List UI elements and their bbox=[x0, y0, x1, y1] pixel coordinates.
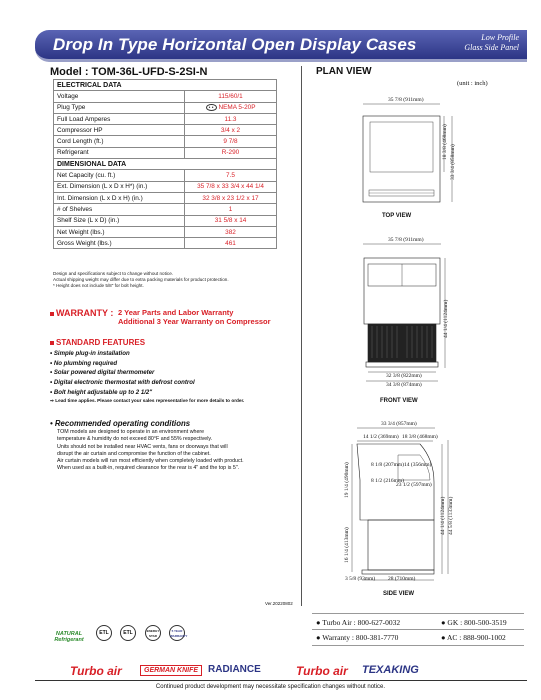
radiance-logo: RADIANCE bbox=[208, 664, 261, 675]
contact-warranty: ● Warranty : 800-381-7770 bbox=[316, 633, 399, 642]
feature-text: Bolt height adjustable up to 2 1/2" bbox=[53, 388, 153, 396]
features-title-text: STANDARD FEATURES bbox=[56, 338, 146, 347]
footer-disclaimer: Continued product development may necessitate specification changes without notice. bbox=[155, 684, 386, 690]
dimensional-heading: DIMENSIONAL DATA bbox=[54, 159, 277, 170]
contact-text: AC : 888-900-1002 bbox=[447, 633, 506, 642]
dim-side-depth: 33 3/4 (857mm) bbox=[381, 421, 417, 427]
side-view-caption: SIDE VIEW bbox=[383, 591, 415, 597]
contact-text: Warranty : 800-381-7770 bbox=[322, 633, 399, 642]
note-line: Actual shipping weight may differ due to extra packing materials for product protection. bbox=[53, 277, 229, 282]
contact-rule-bottom bbox=[312, 645, 524, 646]
warranty-logo bbox=[166, 625, 188, 641]
spec-label: Voltage bbox=[54, 91, 185, 102]
dim-side-h1: 19 1/4 (490mm) bbox=[344, 462, 350, 498]
note-line: * Height does not include 5/8" for bolt height. bbox=[53, 283, 144, 288]
recommended-line: temperature & humidity do not exceed 80°F and 55% respectively. bbox=[57, 436, 213, 443]
spec-value: 31 5/8 x 14 bbox=[185, 215, 277, 226]
dim-front-base-width: 34 3/8 (874mm) bbox=[386, 382, 422, 388]
spec-label: Int. Dimension (L x D x H) (in.) bbox=[54, 192, 185, 203]
spec-label: Net Weight (lbs.) bbox=[54, 226, 185, 237]
electrical-heading: ELECTRICAL DATA bbox=[54, 80, 277, 91]
contact-gk: ● GK : 800-500-3519 bbox=[441, 618, 507, 627]
spec-label: # of Shelves bbox=[54, 204, 185, 215]
front-view-drawing bbox=[363, 244, 445, 381]
feature-text: No plumbing required bbox=[53, 359, 118, 367]
texaking-logo: TEXAKING bbox=[362, 664, 419, 676]
spec-label: Compressor HP bbox=[54, 125, 185, 136]
list-item: • Simple plug-in installation bbox=[50, 350, 130, 357]
spec-value: R-290 bbox=[185, 147, 277, 158]
plug-icon: • • bbox=[206, 104, 217, 111]
dim-side-d1: 14 1/2 (369mm) bbox=[363, 434, 399, 440]
page-title: Drop In Type Horizontal Open Display Cases bbox=[53, 35, 417, 54]
dim-side-d4: 14 (356mm) bbox=[404, 462, 432, 468]
dim-front-inner-width: 32 3/8 (822mm) bbox=[386, 373, 422, 379]
recommended-line: disrupt the air curtain and compromise the function of the cabinet. bbox=[57, 450, 211, 457]
contact-ac: ● AC : 888-900-1002 bbox=[441, 633, 506, 642]
version-label: Ver.20220802 bbox=[265, 601, 293, 606]
recommended-line: TOM models are designed to operate in an environment where bbox=[57, 429, 205, 435]
top-view-caption: TOP VIEW bbox=[382, 213, 412, 219]
turbo-air-logo-1: Turbo air bbox=[70, 664, 122, 678]
spec-value: 3/4 x 2 bbox=[185, 125, 277, 136]
subtitle-line-2: Glass Side Panel bbox=[464, 43, 519, 52]
spec-value: 35 7/8 x 33 3/4 x 44 1/4 bbox=[185, 181, 277, 192]
spec-value: 115/60/1 bbox=[185, 91, 277, 102]
dim-front-top-width: 35 7/8 (911mm) bbox=[388, 237, 424, 243]
dim-side-h3: 44 1/4 (1124mm) bbox=[440, 496, 446, 535]
top-view-drawing bbox=[363, 104, 452, 202]
energy-star-mark: ENERGY STAR bbox=[145, 625, 161, 641]
feature-text: Simple plug-in installation bbox=[53, 350, 130, 357]
etl-mark: ETL bbox=[120, 625, 136, 641]
spec-label: Gross Weight (lbs.) bbox=[54, 238, 185, 249]
spec-label: Full Load Amperes bbox=[54, 113, 185, 124]
recommended-title-text: Recommended operating conditions bbox=[54, 419, 191, 428]
warranty-line-1: 2 Year Parts and Labor Warranty bbox=[118, 308, 234, 317]
dim-front-height: 44 1/4 (1124mm) bbox=[443, 299, 449, 338]
list-item: • Solar powered digital thermometer bbox=[50, 369, 155, 377]
footer-rule bbox=[35, 680, 527, 681]
plug-type-value: NEMA 5-20P bbox=[218, 104, 256, 112]
spec-value: 382 bbox=[185, 226, 277, 237]
feature-text: Solar powered digital thermometer bbox=[53, 369, 155, 377]
dim-side-d3: 8 1/8 (207mm) bbox=[371, 462, 404, 468]
recommended-line: Air curtain models will run most efficiently when completely loaded with product. bbox=[57, 458, 244, 465]
brand-logos bbox=[0, 660, 541, 682]
feature-text: Digital electronic thermostat with defrost control bbox=[53, 379, 195, 387]
spec-label: Refrigerant bbox=[54, 147, 185, 158]
recommended-title: • Recommended operating conditions bbox=[50, 419, 191, 428]
spec-label: Net Capacity (cu. ft.) bbox=[54, 170, 185, 181]
spec-value: 1 bbox=[185, 204, 277, 215]
lead-time-note: ⇒ Lead time applies. Please contact your sales representative for more details to order. bbox=[50, 397, 245, 403]
recommended-line: Units should not be installed near HVAC vents, fans or doorways that will bbox=[57, 443, 228, 450]
warranty-label-text: WARRANTY : bbox=[56, 308, 114, 318]
list-item: • Bolt height adjustable up to 2 1/2" bbox=[50, 388, 153, 396]
list-item: • No plumbing required bbox=[50, 359, 118, 367]
contact-text: Turbo Air : 800-627-0032 bbox=[322, 618, 401, 627]
unit-label: (unit : inch) bbox=[457, 80, 488, 87]
spec-value: 9 7/8 bbox=[185, 136, 277, 147]
etl-mark: ETL bbox=[96, 625, 112, 641]
dim-side-d2: 18 3/8 (468mm) bbox=[402, 434, 438, 440]
recommended-line: When used as a built-in, required clearance for the rear is 4" and the top is 5". bbox=[57, 465, 240, 472]
side-view-drawing bbox=[352, 428, 448, 580]
german-knife-logo: GERMAN KNIFE bbox=[140, 665, 202, 676]
model-number: Model : TOM-36L-UFD-S-2SI-N bbox=[50, 66, 208, 78]
dim-top-depth-inner: 18 3/8 (468mm) bbox=[442, 124, 448, 160]
spec-label: Ext. Dimension (L x D x H*) (in.) bbox=[54, 181, 185, 192]
contact-rule-top bbox=[312, 613, 524, 614]
dim-side-base2: 28 (710mm) bbox=[388, 576, 416, 582]
contact-turbo-air: ● Turbo Air : 800-627-0032 bbox=[316, 618, 401, 627]
natural-refrigerant-logo: NATURAL Refrigerant bbox=[54, 631, 84, 643]
etl-logo-2 bbox=[118, 625, 138, 641]
spec-label: Shelf Size (L x D) (in.) bbox=[54, 215, 185, 226]
etl-logo-1 bbox=[94, 625, 114, 641]
dim-side-d6: 23 1/2 (597mm) bbox=[396, 482, 432, 488]
dim-top-width: 35 7/8 (911mm) bbox=[388, 97, 424, 103]
dim-side-h4: 44 5/8 (1133mm) bbox=[448, 496, 454, 535]
contact-text: GK : 800-500-3519 bbox=[447, 618, 507, 627]
spec-value: 7.5 bbox=[185, 170, 277, 181]
dim-top-depth: 33 3/4 (858mm) bbox=[450, 144, 456, 180]
spec-label: Plug Type bbox=[54, 102, 185, 113]
spec-value: 461 bbox=[185, 238, 277, 249]
front-view-caption: FRONT VIEW bbox=[380, 398, 418, 404]
list-item: • Digital electronic thermostat with defrost control bbox=[50, 379, 195, 387]
turbo-air-logo-2: Turbo air bbox=[296, 664, 348, 678]
spec-value: 32 3/8 x 23 1/2 x 17 bbox=[185, 192, 277, 203]
subtitle-line-1: Low Profile bbox=[481, 33, 519, 42]
energy-star-logo bbox=[142, 625, 164, 641]
spec-label: Cord Length (ft.) bbox=[54, 136, 185, 147]
dim-side-d5: 8 1/2 (216mm) bbox=[371, 478, 404, 484]
warranty-line-2: Additional 3 Year Warranty on Compressor bbox=[118, 317, 271, 326]
note-line: Design and specifications subject to change without notice. bbox=[53, 271, 174, 276]
dim-side-base1: 3 5/8 (93mm) bbox=[345, 576, 376, 582]
warranty-mark: 5 YEAR WARRANTY bbox=[169, 625, 185, 641]
contact-rule-mid bbox=[312, 629, 524, 630]
dim-side-h2: 16 1/4 (413mm) bbox=[344, 527, 350, 563]
plan-view-title: PLAN VIEW bbox=[316, 66, 372, 77]
spec-value: 11.3 bbox=[185, 113, 277, 124]
